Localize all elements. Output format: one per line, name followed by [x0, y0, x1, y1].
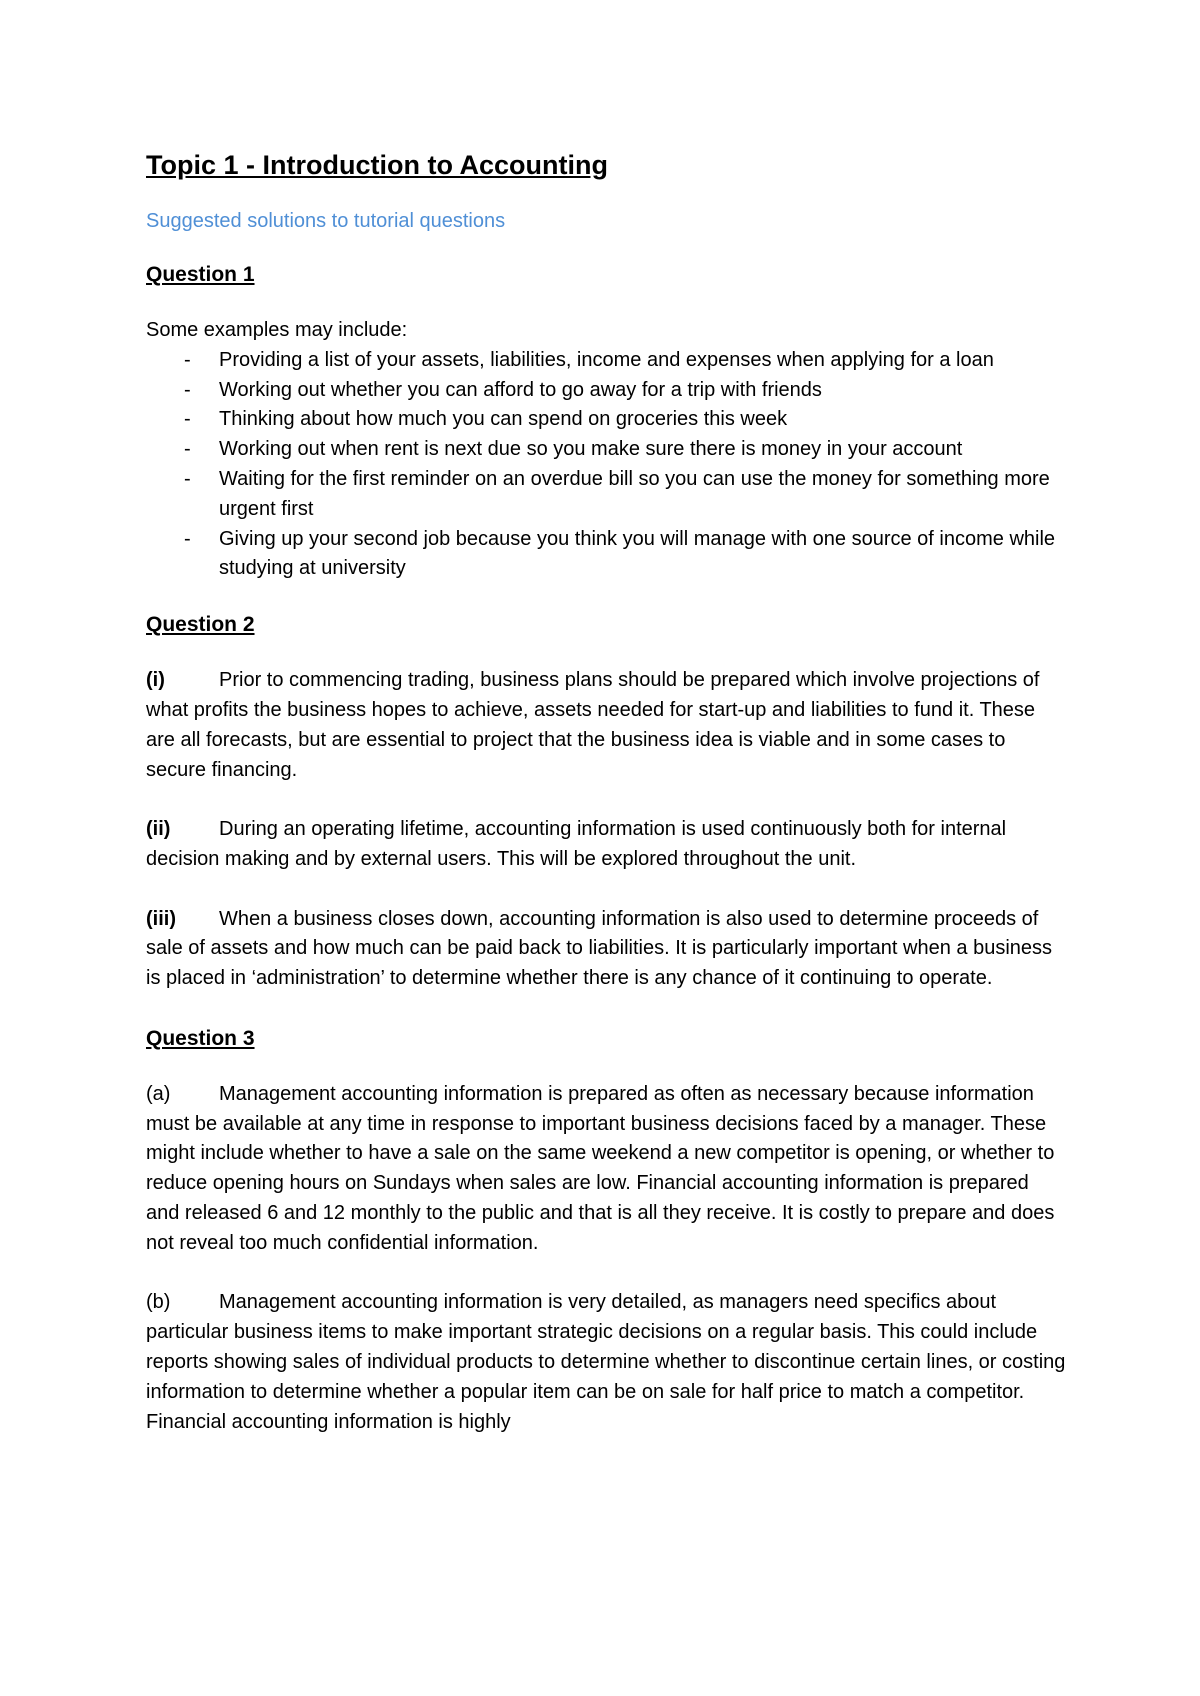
item-marker: (ii)	[146, 818, 171, 841]
question-1-heading: Question 1	[146, 263, 255, 286]
dash-bullet-icon: -	[184, 408, 191, 431]
dash-bullet-icon: -	[184, 438, 191, 461]
item-text: Management accounting information is prepared as often as necessary because information must be available at any time in response to important business decisions faced by a manager. These might include whether to have a sale on the same weekend a new competitor is opening, or whether to reduce opening hours on Sundays when sales are low. Financial accounting information is prepared and released 6 and 12 monthly to the public and that is all they receive. It is costly to prepare and does not reveal too much confidential information.	[146, 1082, 1055, 1254]
list-item: - Giving up your second job because you think you will manage with one source of income while studying at university	[146, 525, 1066, 585]
question-3-heading: Question 3	[146, 1026, 255, 1050]
list-item: - Working out when rent is next due so you make sure there is money in your account	[146, 435, 1066, 465]
question-1-section	[146, 260, 1066, 584]
item-text: Prior to commencing trading, business plans should be prepared which involve projections of what profits the business hopes to achieve, assets needed for start-up and liabilities to fund it. These are all forecasts, but are essential to project that the business idea is viable and in some cases to secure financing.	[146, 669, 1040, 781]
question-3-item-a	[146, 1080, 1066, 1259]
item-marker: (b)	[146, 1291, 171, 1314]
question-1-list	[146, 346, 1066, 584]
item-text: When a business closes down, accounting information is also used to determine proceeds of sale of assets and how much can be paid back to liabilities. It is particularly important when a business is placed in ‘administration’ to determine whether there is any chance of it continuing to operate.	[146, 907, 1053, 990]
dash-bullet-icon: -	[184, 348, 191, 371]
dash-bullet-icon: -	[184, 378, 191, 401]
question-2-item-iii	[146, 905, 1066, 994]
question-2-section	[146, 610, 1066, 994]
question-1-intro: Some examples may include:	[146, 319, 408, 341]
question-2-item-i	[146, 666, 1066, 785]
item-text: During an operating lifetime, accounting information is used continuously both for internal decision making and by external users. This will be explored throughout the unit.	[146, 818, 1007, 870]
document-subtitle: Suggested solutions to tutorial questions	[146, 210, 506, 232]
item-marker: (i)	[146, 669, 165, 692]
list-item: - Providing a list of your assets, liabilities, income and expenses when applying for a loan	[146, 346, 1066, 376]
document-title: Topic 1 - Introduction to Accounting	[146, 150, 608, 180]
list-item: - Thinking about how much you can spend on groceries this week	[146, 405, 1066, 435]
question-3-section	[146, 1024, 1066, 1438]
item-marker: (iii)	[146, 907, 176, 930]
dash-bullet-icon: -	[184, 467, 191, 490]
document-page	[146, 146, 1066, 1437]
dash-bullet-icon: -	[184, 527, 191, 550]
item-text: Management accounting information is very detailed, as managers need specifics about particular business items to make important strategic decisions on a regular basis. This could include reports showing sales of individual products to determine whether to discontinue certain lines, or costing information to determine whether a popular item can be on sale for half price to match a competitor. Financial accounting information is highly	[146, 1291, 1066, 1433]
question-2-item-ii	[146, 815, 1066, 875]
list-item: - Working out whether you can afford to go away for a trip with friends	[146, 376, 1066, 406]
question-2-heading: Question 2	[146, 613, 255, 637]
list-item: - Waiting for the first reminder on an overdue bill so you can use the money for something more urgent first	[146, 465, 1066, 525]
item-marker: (a)	[146, 1082, 171, 1105]
question-3-item-b	[146, 1288, 1066, 1437]
